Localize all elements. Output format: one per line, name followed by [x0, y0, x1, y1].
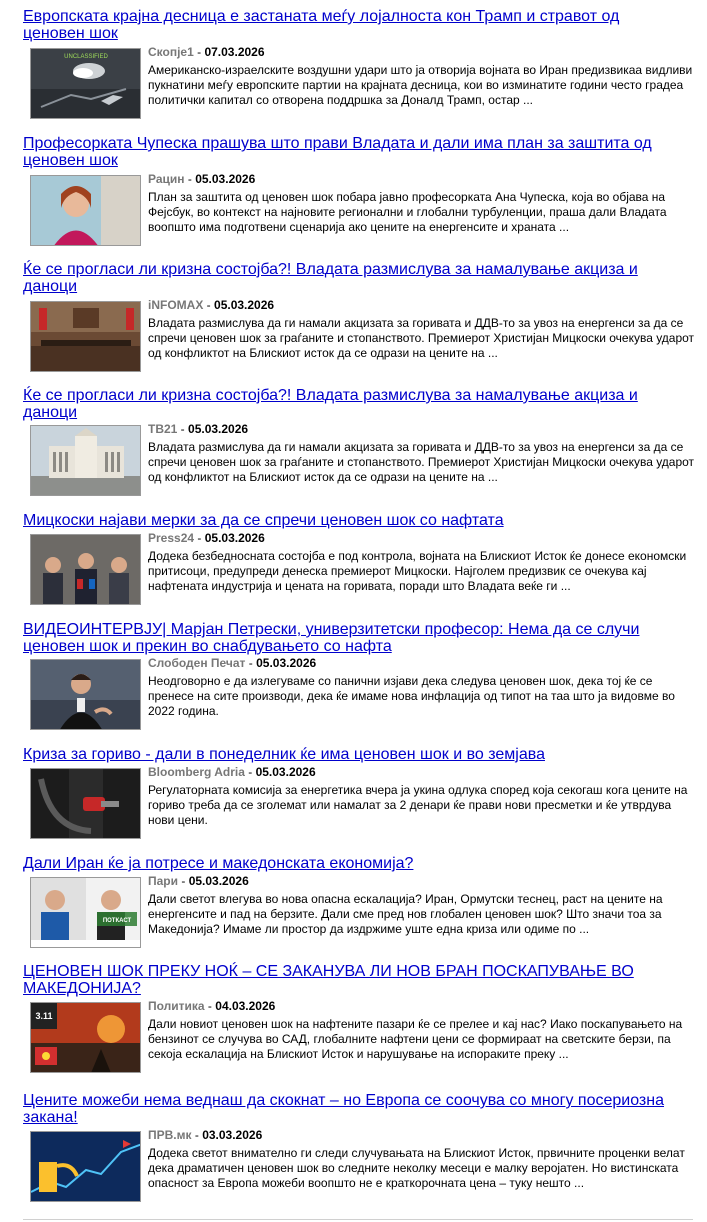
article-description: Дали светот влегува во нова опасна ескалација? Иран, Ормутски теснец, раст на цените на енергенсите и пад на берзите. Дали сме пред нов глобален ценовен шок? Што значи тоа за Македонија? Имаме ли простор да издржиме уште една криза или одиме по ...	[148, 892, 663, 936]
thumbnail-image	[31, 176, 141, 246]
article-thumbnail[interactable]	[30, 659, 141, 730]
thumbnail-image	[31, 302, 141, 372]
article-meta	[148, 531, 265, 546]
article-source: Пари	[148, 874, 179, 888]
meta-separator: -	[178, 874, 189, 888]
meta-separator: -	[203, 298, 215, 312]
article-meta	[148, 765, 316, 780]
thumbnail-caption: ПОТКАСТ	[102, 918, 132, 924]
meta-separator: -	[194, 531, 205, 545]
meta-separator: -	[204, 999, 216, 1013]
article-title-link[interactable]: Европската крајна десница е застаната меѓу лојалноста кон Трамп и стравот од ценовен шок	[23, 8, 620, 42]
article-thumbnail[interactable]	[30, 1002, 141, 1073]
article-source: Bloomberg Adria	[148, 765, 245, 779]
article-description: Владата размислува да ги намали акцизата за горивата и ДДВ-то за увоз на енергенси за да се спречи ценовен шок за граѓаните и стопанството. Премиерот Христијан Мицкоски очекува ударот од конфликтот на Блискиот исток да се одрази на цените на ...	[148, 440, 695, 484]
meta-separator: -	[177, 422, 189, 436]
article-description: Неодговорно е да излегуваме со панични изјави дека следува ценовен шок, дека тој ќе се пренесе на сите производи, дека ќе имаме нова инфлација од типот на таа што ја видовме во 2022 година.	[148, 674, 675, 718]
article-meta	[148, 172, 255, 187]
thumbnail-image	[31, 878, 141, 948]
thumbnail-image	[31, 1132, 141, 1202]
article-date: 05.03.2026	[188, 422, 249, 436]
article-source: ПРВ.мк	[148, 1128, 192, 1142]
article-description: Дали новиот ценовен шок на нафтените пазари ќе се прелее и кај нас? Иако поскапувањето на бензинот се случува во САД, глобалните нафтени цени се формираат на светските берзи, па секоја ескалација на Блискиот Исток и нарушување на испораките преку ...	[148, 1017, 683, 1061]
article-source: Press24	[148, 531, 195, 545]
thumbnail-caption: 3.11	[35, 1011, 53, 1021]
article-source: ТВ21	[148, 422, 178, 436]
article-date: 05.03.2026	[214, 298, 275, 312]
article-meta	[148, 45, 265, 60]
meta-separator: -	[193, 45, 205, 59]
article-date: 05.03.2026	[256, 656, 317, 670]
article-title-link[interactable]: Цените можеби нема веднаш да скокнат – но Европа се соочува со многу посериозна закана!	[23, 1092, 664, 1126]
thumbnail-image	[31, 49, 141, 119]
article-description: Американско-израелските воздушни удари што ја отворија војната во Иран предизвикаа видливи пукнатини меѓу европските партии на крајната десница, кои во изминатите години често градеа политички капитал со отворена поддршка за Доналд Трамп, остар ...	[148, 63, 693, 107]
article-date: 04.03.2026	[215, 999, 276, 1013]
thumbnail-caption: UNCLASSIFIED	[64, 54, 108, 60]
article-date: 05.03.2026	[195, 172, 256, 186]
article-description: Регулаторната комисија за енергетика вчера ја укина одлука според која секогаш кога цените на гориво треба да се зголемат или намалат за 2 денари ќе прави нови пресметки и ќе утврдува нови цени.	[148, 783, 688, 827]
thumbnail-image	[31, 1003, 141, 1073]
thumbnail-image	[31, 660, 141, 730]
article-thumbnail[interactable]	[30, 48, 141, 119]
article-thumbnail[interactable]	[30, 1131, 141, 1202]
article-thumbnail[interactable]	[30, 534, 141, 605]
article-thumbnail[interactable]	[30, 877, 141, 948]
article-date: 05.03.2026	[188, 874, 249, 888]
article-title-link[interactable]: ЦЕНОВЕН ШОК ПРЕКУ НОЌ – СЕ ЗАКАНУВА ЛИ НОВ БРАН ПОСКАПУВАЊЕ ВО МАКЕДОНИЈА?	[23, 963, 634, 997]
article-thumbnail[interactable]	[30, 425, 141, 496]
meta-separator: -	[244, 765, 256, 779]
article-source: Политика	[148, 999, 205, 1013]
thumbnail-image	[31, 535, 141, 605]
article-source: Слободен Печат	[148, 656, 246, 670]
article-date: 03.03.2026	[202, 1128, 263, 1142]
article-title-link[interactable]: Професорката Чупеска прашува што прави Владата и дали има план за заштита од ценовен шок	[23, 135, 652, 169]
article-title-link[interactable]: Ќе се прогласи ли кризна состојба?! Владата размислува за намалување акциза и даноци	[23, 261, 638, 295]
article-thumbnail[interactable]	[30, 175, 141, 246]
article-description: Владата размислува да ги намали акцизата за горивата и ДДВ-то за увоз на енергенси за да се спречи ценовен шок за граѓаните и стопанството. Премиерот Христијан Мицкоски очекува ударот од конфликтот на Блискиот исток да се одрази на цените на ...	[148, 316, 695, 360]
article-meta	[148, 874, 249, 889]
article-date: 07.03.2026	[204, 45, 265, 59]
article-description: Додека светот внимателно ги следи случувањата на Блискиот Исток, првичните проценки велат дека драматичен ценовен шок во следните неколку месеци е малку веројатен. Но вистинската опасност за Европа можеби воопшто не е краткорочната цена – туку нешто ...	[148, 1146, 685, 1190]
article-meta	[148, 298, 274, 313]
article-source: Рацин	[148, 172, 185, 186]
meta-separator: -	[191, 1128, 203, 1142]
article-title-link[interactable]: Дали Иран ќе ја потресе и македонската економија?	[23, 855, 414, 872]
meta-separator: -	[245, 656, 257, 670]
article-description: Додека безбедносната состојба е под контрола, војната на Блискиот Исток ќе донесе економски притисоци, предупреди денеска премиерот Мицкоски. Најголем предизвик се очекува кај нафтената индустрија и цената на горивата, поради што Владата веќе ги ...	[148, 549, 687, 593]
article-title-link[interactable]: Мицкоски најави мерки за да се спречи ценовен шок со нафтата	[23, 512, 504, 529]
thumbnail-image	[31, 769, 141, 839]
article-date: 05.03.2026	[255, 765, 316, 779]
meta-separator: -	[184, 172, 196, 186]
article-thumbnail[interactable]	[30, 768, 141, 839]
article-meta	[148, 422, 248, 437]
article-source: Скопје1	[148, 45, 194, 59]
article-title-link[interactable]: Ќе се прогласи ли кризна состојба?! Владата размислува за намалување акциза и даноци	[23, 387, 638, 421]
article-meta	[148, 1128, 262, 1143]
divider	[23, 1219, 693, 1220]
article-thumbnail[interactable]	[30, 301, 141, 372]
article-title-link[interactable]: ВИДЕОИНТЕРВЈУ| Марјан Петрески, универзитетски професор: Нема да се случи ценовен шок и прекин во снабдувањето со нафта	[23, 621, 640, 655]
article-source: iNFOMAX	[148, 298, 204, 312]
article-date: 05.03.2026	[204, 531, 265, 545]
article-meta	[148, 999, 275, 1014]
thumbnail-image	[31, 426, 141, 496]
article-title-link[interactable]: Криза за гориво - дали в понеделник ќе има ценовен шок и во земјава	[23, 746, 545, 763]
article-description: План за заштита од ценовен шок побара јавно професорката Ана Чупеска, која во објава на Фејсбук, во контекст на најновите регионални и глобални турбуленции, праша дали Владата воопшто има подготвени сценарија ако цените на енергенсите и храната ...	[148, 190, 667, 234]
article-meta	[148, 656, 316, 671]
